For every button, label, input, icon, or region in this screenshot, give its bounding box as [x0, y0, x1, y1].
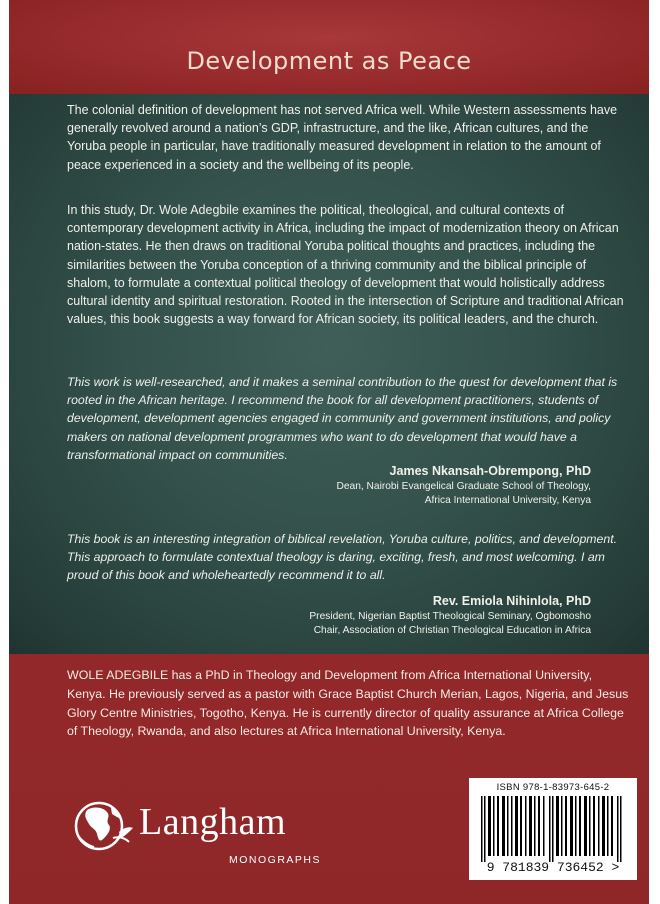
- isbn-label: ISBN 978-1-83973-645-2: [496, 782, 610, 793]
- book-back-cover: [9, 0, 649, 904]
- endorsement-quote-1: This work is well-researched, and it makes a seminal contribution to the quest for development that is rooted in the African heritage. I recommend the book for all development practitioners, students of development, development agencies engaged in community and government institutions, and policy makers on national development programmes who want to do development that would have a transformational impact on communities.: [67, 375, 618, 462]
- endorser-role-1b: Africa International University, Kenya: [424, 495, 591, 506]
- book-title: Development as Peace: [186, 47, 472, 75]
- globe-icon: [69, 798, 135, 854]
- endorser-name-2: Rev. Emiola Nihinlola, PhD: [432, 594, 591, 608]
- publisher-series: MONOGRAPHS: [229, 854, 322, 866]
- endorser-role-1a: Dean, Nairobi Evangelical Graduate School of Theology,: [336, 481, 591, 492]
- endorser-role-2a: President, Nigerian Baptist Theological Seminary, Ogbomosho: [309, 611, 591, 622]
- title-band: [9, 0, 649, 94]
- isbn-barcode: [469, 778, 637, 880]
- endorsement-attribution-2: [309, 592, 591, 638]
- endorser-name-1: James Nkansah-Obrempong, PhD: [389, 464, 591, 478]
- publisher-logo: [69, 796, 329, 876]
- description-paragraph-1: The colonial definition of development has not served Africa well. While Western assessments have generally revolved around a nation’s GDP, infrastructure, and the like, African cultures, and the Yoruba people in particular, have traditionally measured development in relation to the amount of peace experienced in a society and the wellbeing of its people.: [67, 103, 618, 172]
- barcode-digits: 9 781839 736452 >: [486, 860, 620, 875]
- barcode-bars: [475, 796, 631, 862]
- description-paragraph-2: In this study, Dr. Wole Adegbile examines the political, theological, and cultural contexts of contemporary development activity in Africa, including the impact of modernization theory on African nation-states. He then draws on traditional Yoruba political thoughts and practices, including the similarities between the Yoruba conception of a thriving community and the biblical principle of shalom, to formulate a contextual political theology of development that would holistically address cultural identity and spiritual restoration. Rooted in the intersection of Scripture and traditional African values, this book suggests a way forward for African society, its political leaders, and the church.: [67, 203, 624, 327]
- endorser-role-2b: Chair, Association of Christian Theological Education in Africa: [313, 625, 591, 636]
- publisher-name: Langham: [139, 801, 287, 843]
- endorsement-attribution-1: [337, 462, 591, 508]
- author-bio: WOLE ADEGBILE has a PhD in Theology and Development from Africa International University, Kenya. He previously served as a pastor with Grace Baptist Church Merian, Lagos, Nigeria, and Jesus Glory Centre Ministries, Togotho, Kenya. He is currently director of quality assurance at Africa College of Theology, Rwanda, and also lectures at Africa International University, Kenya.: [67, 668, 629, 739]
- endorsement-quote-2: This book is an interesting integration of biblical revelation, Yoruba culture, politics, and development. This approach to formulate contextual theology is daring, exciting, fresh, and most welcoming. I am proud of this book and wholeheartedly recommend it to all.: [67, 532, 618, 583]
